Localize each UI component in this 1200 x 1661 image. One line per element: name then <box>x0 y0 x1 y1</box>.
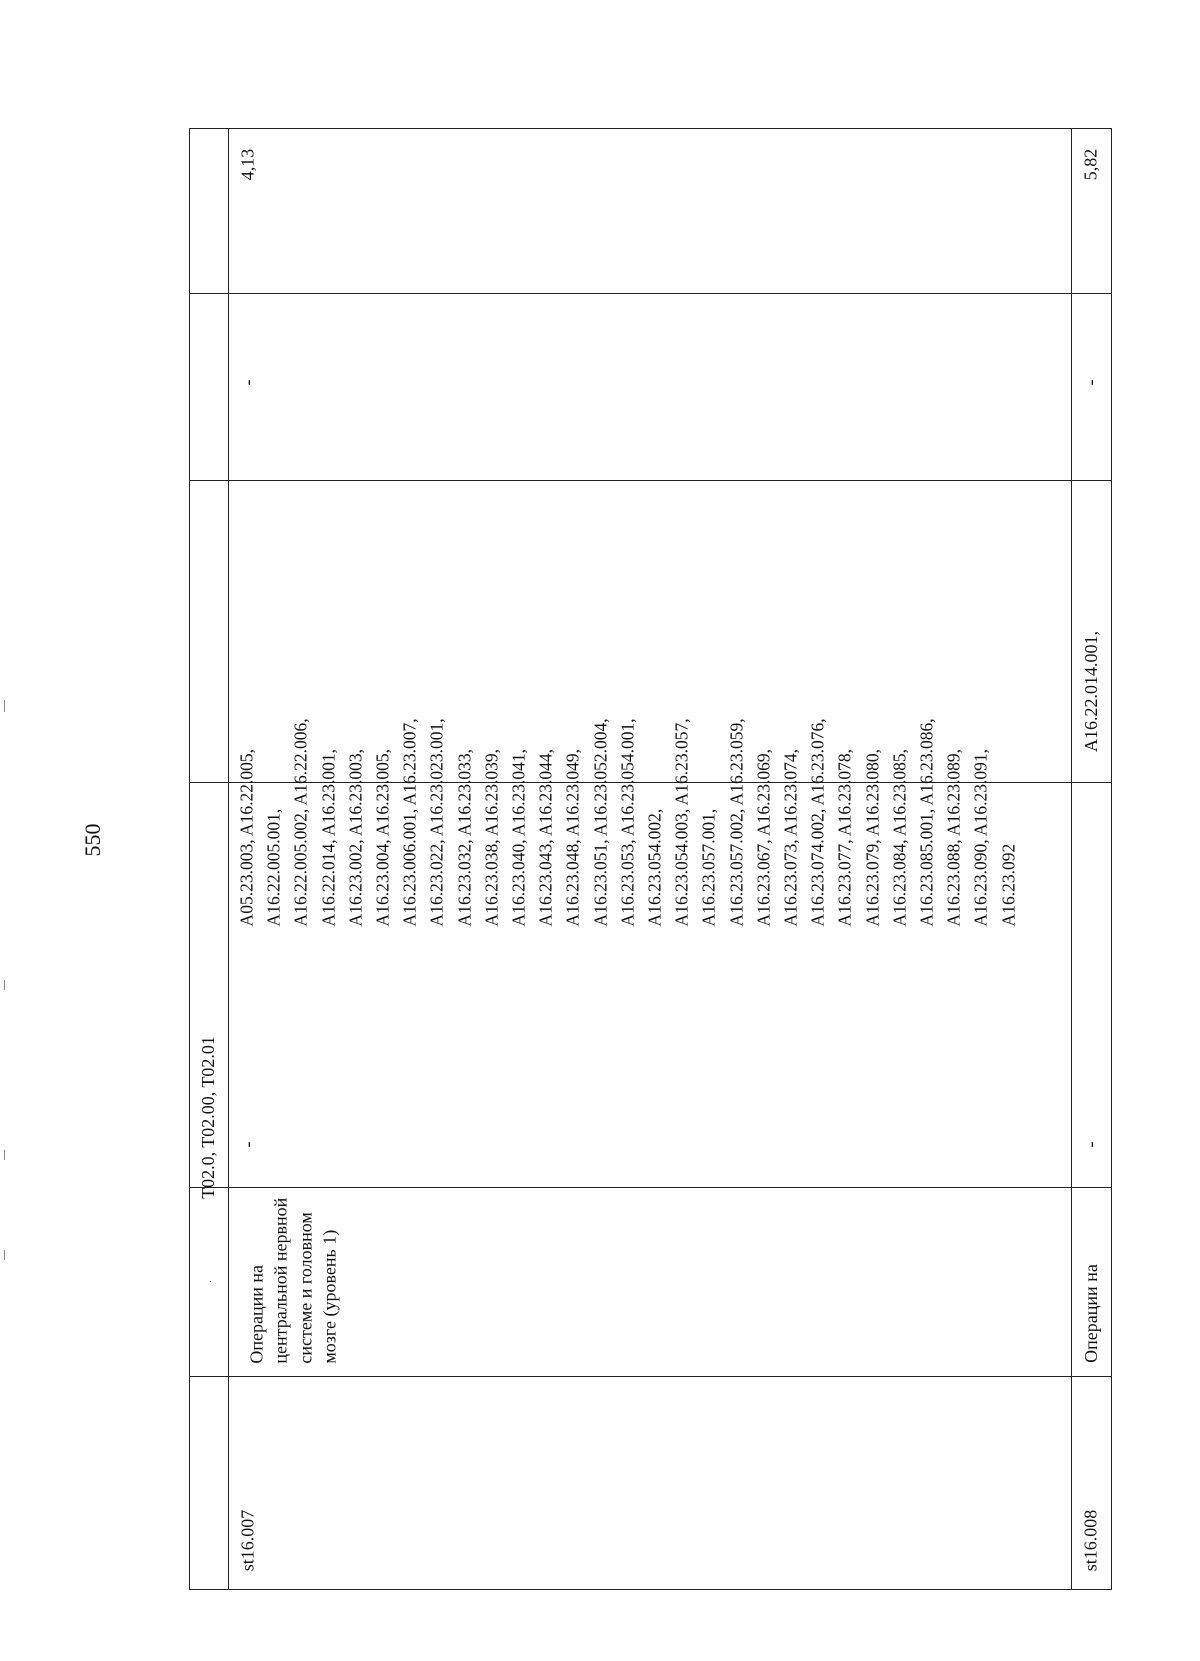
row-diagnosis: - <box>237 1141 258 1148</box>
row-code: st16.008 <box>1080 1509 1101 1572</box>
scan-edge-mark <box>4 1250 5 1260</box>
table-border-bottom <box>189 1589 1112 1590</box>
header-name-cell: . <box>203 1280 214 1283</box>
row-code: st16.007 <box>237 1509 258 1572</box>
scan-edge-mark <box>4 980 5 990</box>
row-service-codes: A05.23.003, A16.22.005, A16.22.005.001, A16.22.005.002, A16.22.006, A16.22.014, A16.23.001, A16.23.002, A16.23.003, A16.23.004, A16.23.005, A16.23.006.001, A16.23.007, A16.23.022, A16.23.023.001, A16.23.032, A16.23.033, A16.23.038, A16.23.039, A16.23.040, A16.23.041, A16.23.043, A16.23.044, A16.23.048, A16.23.049, A16.23.051, A16.23.052.004, A16.23.053, A16.23.054.001, A16.23.054.002, A16.23.054.003, A16.23.057, A16.23.057.001, A16.23.057.002, A16.23.059, A16.23.067, A16.23.069, A16.23.073, A16.23.074, A16.23.074.002, A16.23.076, A16.23.077, A16.23.078, A16.23.079, A16.23.080, A16.23.084, A16.23.085, A16.23.085.001, A16.23.086, A16.23.088, A16.23.089, A16.23.090, A16.23.091, A16.23.092 <box>236 717 1019 927</box>
row-criteria-cell <box>228 293 268 480</box>
scan-edge-mark <box>4 700 5 712</box>
page-number: 550 <box>80 823 105 857</box>
row-services-cell <box>1071 480 1111 782</box>
row-coefficient-cell <box>1071 128 1111 293</box>
row-criteria: - <box>237 379 258 386</box>
row-service-codes: A16.22.014.001, <box>1080 631 1101 752</box>
row-diagnosis: - <box>1080 1141 1101 1148</box>
table-border-right <box>1111 128 1112 1590</box>
row-criteria: - <box>1080 379 1101 386</box>
row-coefficient: 5,82 <box>1080 148 1101 181</box>
table-border-top <box>189 128 1112 129</box>
row-criteria-cell <box>1071 293 1111 480</box>
column-separator <box>189 1376 1112 1377</box>
row-services-cell <box>228 480 1028 927</box>
row-name-cell <box>228 1187 358 1376</box>
row-code-cell <box>228 1376 268 1589</box>
row-coefficient: 4,13 <box>237 148 258 181</box>
row-name: Операции на <box>1080 1264 1101 1363</box>
header-diagnosis-cell: T02.0, T02.00, T02.01 <box>198 1036 218 1199</box>
row-name: Операции на центральной нервной системе и головном мозге (уровень 1) <box>246 1197 340 1364</box>
scan-edge-mark <box>4 1150 5 1160</box>
row-code-cell <box>1071 1376 1111 1589</box>
row-diagnosis-cell <box>1071 782 1111 1187</box>
row-coefficient-cell <box>228 128 268 293</box>
row-name-cell <box>1071 1187 1111 1376</box>
tariff-table <box>189 128 1112 1590</box>
